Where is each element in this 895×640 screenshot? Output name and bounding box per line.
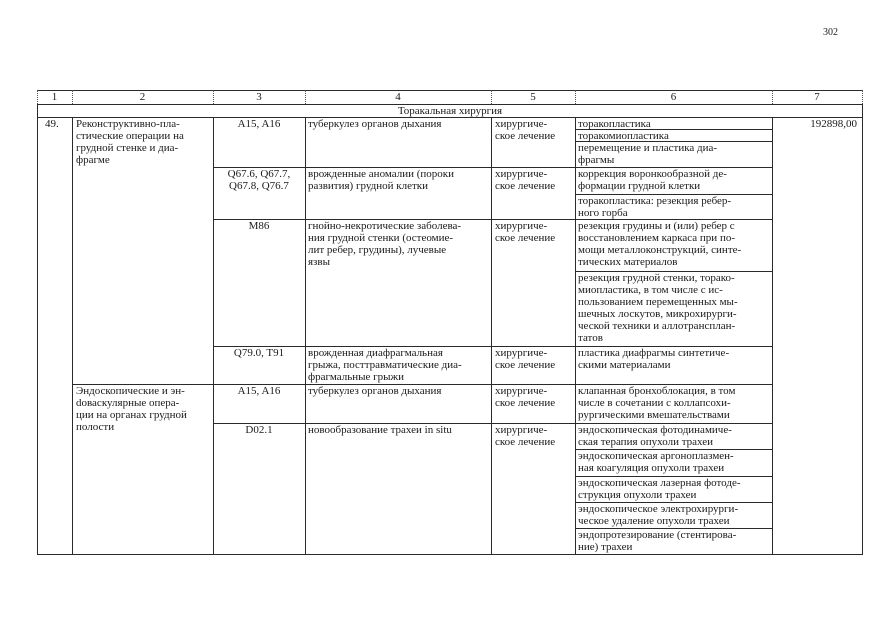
icd-codes: A15, A16	[237, 118, 281, 130]
method-text: эндоскопическая фотодинамиче- ская терапия опухоли трахеи	[578, 424, 732, 448]
method-text: торакопластика	[578, 118, 651, 130]
method-text: перемещение и пластика диа- фрагмы	[578, 142, 718, 166]
column-divider	[772, 117, 773, 554]
method-text: эндопротезирование (стентирова- ние) трахеи	[578, 529, 737, 553]
diagnosis-text: новообразование трахеи in situ	[308, 424, 452, 436]
icd-codes: A15, A16	[237, 385, 281, 397]
table-right-border	[862, 104, 863, 554]
method-text: эндоскопическая лазерная фотоде- струкция опухоли трахеи	[578, 477, 741, 501]
column-header-1: 1	[51, 91, 58, 103]
column-divider	[72, 117, 73, 554]
treatment-type: хирургиче- ское лечение	[495, 168, 556, 192]
method-text: клапанная бронхоблокация, в том числе в сочетании с коллапсохи- рургическими вмешательствами	[578, 385, 736, 421]
column-header-4: 4	[395, 91, 401, 103]
icd-codes: Q67.6, Q67.7, Q67.8, Q76.7	[227, 168, 291, 192]
method-text: коррекция воронкообразной де- формации грудной клетки	[578, 168, 727, 192]
treatment-type: хирургиче- ское лечение	[495, 347, 556, 371]
treatment-type: хирургиче- ское лечение	[495, 220, 556, 244]
column-divider	[491, 117, 492, 554]
cost-value: 192898,00	[810, 118, 857, 130]
column-divider	[305, 117, 306, 554]
treatment-type: хирургиче- ское лечение	[495, 385, 556, 409]
diagnosis-text: врожденная диафрагмальная грыжа, посттравматические диа- фрагмальные грыжи	[308, 347, 462, 383]
header-divider	[862, 90, 863, 104]
column-header-5: 5	[530, 91, 536, 103]
treatment-type: хирургиче- ское лечение	[495, 424, 556, 448]
column-header-6: 6	[670, 91, 677, 103]
treatment-type: хирургиче- ское лечение	[495, 118, 556, 142]
icd-codes: M86	[248, 220, 270, 232]
operation-group-1: Реконструктивно-пла- стические операции на грудной стенке и диа- фрагме	[76, 118, 184, 166]
method-text: пластика диафрагмы синтетиче- скими материалами	[578, 347, 730, 371]
diagnosis-text: врожденные аномалии (пороки развития) грудной клетки	[308, 168, 455, 192]
method-text: резекция грудной стенки, торако- миопластика, в том числе с ис- пользованием перемещенных мы- шечных лоскутов, микрохирурги- ческой техники и аллотрансплан- татов	[578, 272, 738, 344]
diagnosis-text: гнойно-некротические заболева- ния грудной стенки (остеомие- лит ребер, грудины), лучевые язвы	[308, 220, 462, 268]
section-title: Торакальная хирургия	[397, 105, 503, 117]
operation-group-2: Эндоскопические и эн- dоваскулярные опера- ции на органах грудной полости	[76, 385, 187, 433]
column-header-7: 7	[814, 91, 820, 103]
method-text: эндоскопическое электрохирурги- ческое удаление опухоли трахеи	[578, 503, 739, 527]
column-header-3: 3	[256, 91, 262, 103]
icd-codes: D02.1	[245, 424, 273, 436]
row-number: 49.	[45, 118, 59, 130]
method-text: торакомиопластика	[578, 130, 669, 142]
column-divider	[575, 117, 576, 554]
icd-codes: Q79.0, T91	[233, 347, 285, 359]
diagnosis-text: туберкулез органов дыхания	[308, 385, 442, 397]
table-bottom-border	[37, 554, 863, 555]
method-text: резекция грудины и (или) ребер с восстановлением каркаса при по- мощи металлоконструкций, синте- тических материалов	[578, 220, 742, 268]
method-text: торакопластика: резекция ребер- ного горба	[578, 195, 732, 219]
table-left-border	[37, 104, 38, 554]
column-header-2: 2	[139, 91, 146, 103]
diagnosis-text: туберкулез органов дыхания	[308, 118, 442, 130]
page-number: 302	[823, 27, 838, 38]
method-text: эндоскопическая аргоноплазмен- ная коагуляция опухоли трахеи	[578, 450, 734, 474]
